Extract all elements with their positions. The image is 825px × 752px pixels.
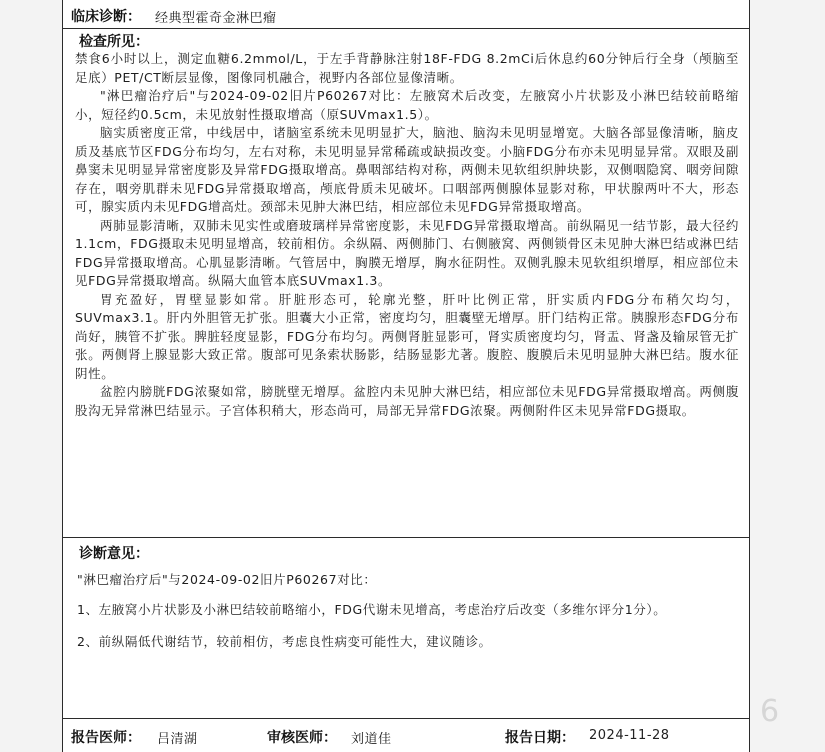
- report-date-value: 2024-11-28: [589, 728, 670, 743]
- findings-paragraph: 胃充盈好，胃壁显影如常。肝脏形态可，轮廓光整，肝叶比例正常，肝实质内FDG分布稍欠均匀，SUVmax3.1。肝内外胆管无扩张。胆囊大小正常，密度均匀，胆囊壁无增厚。肝门结构正常。胰腺形态FDG分布尚好，胰管不扩张。脾脏轻度显影，FDG分布均匀。两侧肾脏显影可，肾实质密度均匀，肾盂、肾盏及输尿管无扩张。两侧肾上腺显影大致正常。腹部可见条索状肠影，结肠显影尤著。腹腔、腹膜后未见明显肿大淋巴结。腹水征阴性。: [75, 291, 739, 381]
- clinical-diagnosis-value: 经典型霍奇金淋巴瘤: [155, 11, 277, 26]
- findings-paragraph: "淋巴瘤治疗后"与2024-09-02旧片P60267对比：左腋窝术后改变，左腋窝小片状影及小淋巴结较前略缩小，短径约0.5cm，未见放射性摄取增高（原SUVmax1.5）。: [75, 88, 739, 122]
- report-sheet: [62, 0, 750, 752]
- divider-diagnosis: [63, 537, 749, 538]
- diagnosis-item: 1、左腋窝小片状影及小淋巴结较前略缩小，FDG代谢未见增高，考虑治疗后改变（多维尔评分1分）。: [77, 602, 667, 617]
- findings-paragraph: 禁食6小时以上，测定血糖6.2mmol/L，于左手背静脉注射18F-FDG 8.2mCi后休息约60分钟后行全身（颅脑至足底）PET/CT断层显像，图像同机融合，视野内各部位显像清晰。: [75, 51, 739, 85]
- diagnosis-intro: "淋巴瘤治疗后"与2024-09-02旧片P60267对比：: [77, 572, 377, 587]
- clinical-diagnosis-label: 临床诊断：: [71, 9, 141, 25]
- review-doctor-value: 刘道佳: [351, 732, 392, 747]
- report-date-label: 报告日期：: [505, 730, 575, 746]
- findings-paragraph: 盆腔内膀胱FDG浓聚如常，膀胱壁无增厚。盆腔内未见肿大淋巴结，相应部位未见FDG异常摄取增高。两侧腹股沟无异常淋巴结显示。子宫体积稍大，形态尚可，局部无异常FDG浓聚。两侧附件区未见异常FDG摄取。: [75, 384, 739, 418]
- report-doctor-label: 报告医师：: [71, 730, 141, 746]
- review-doctor-label: 审核医师：: [267, 730, 337, 746]
- findings-paragraph: 脑实质密度正常，中线居中，诸脑室系统未见明显扩大，脑池、脑沟未见明显增宽。大脑各部显像清晰，脑皮质及基底节区FDG分布均匀，左右对称，未见明显异常稀疏或缺损改变。小脑FDG分布亦未见明显异常。双眼及副鼻窦未见明显异常密度影及异常FDG摄取增高。鼻咽部结构对称，两侧未见软组织肿块影，双侧咽隐窝、咽旁间隙存在，咽旁肌群未见FDG异常摄取增高，颅底骨质未见破坏。口咽部两侧腺体显影对称，甲状腺两叶不大，形态可，腺实质内未见FDG增高灶。颈部未见肿大淋巴结，相应部位未见FDG异常摄取增高。: [75, 125, 739, 214]
- diagnosis-label: 诊断意见：: [79, 546, 149, 562]
- findings-body: [75, 50, 739, 420]
- findings-paragraph: 两肺显影清晰，双肺未见实性或磨玻璃样异常密度影，未见FDG异常摄取增高。前纵隔见一结节影，最大径约1.1cm，FDG摄取未见明显增高，较前相仿。余纵隔、两侧肺门、右侧腋窝、两侧锁骨区未见肿大淋巴结或淋巴结FDG异常摄取增高。心肌显影清晰。气管居中，胸膜无增厚，胸水征阴性。双侧乳腺未见软组织增厚，相应部位未见FDG异常摄取增高。纵隔大血管本底SUVmax1.3。: [75, 217, 739, 288]
- diagnosis-item: 2、前纵隔低代谢结节，较前相仿，考虑良性病变可能性大，建议随诊。: [77, 634, 492, 649]
- diagnosis-body: [77, 570, 737, 654]
- report-doctor-value: 吕清湖: [157, 732, 198, 747]
- findings-label: 检查所见：: [79, 34, 149, 50]
- divider-footer: [63, 718, 749, 719]
- watermark: 6: [760, 694, 782, 729]
- divider-top: [63, 28, 749, 29]
